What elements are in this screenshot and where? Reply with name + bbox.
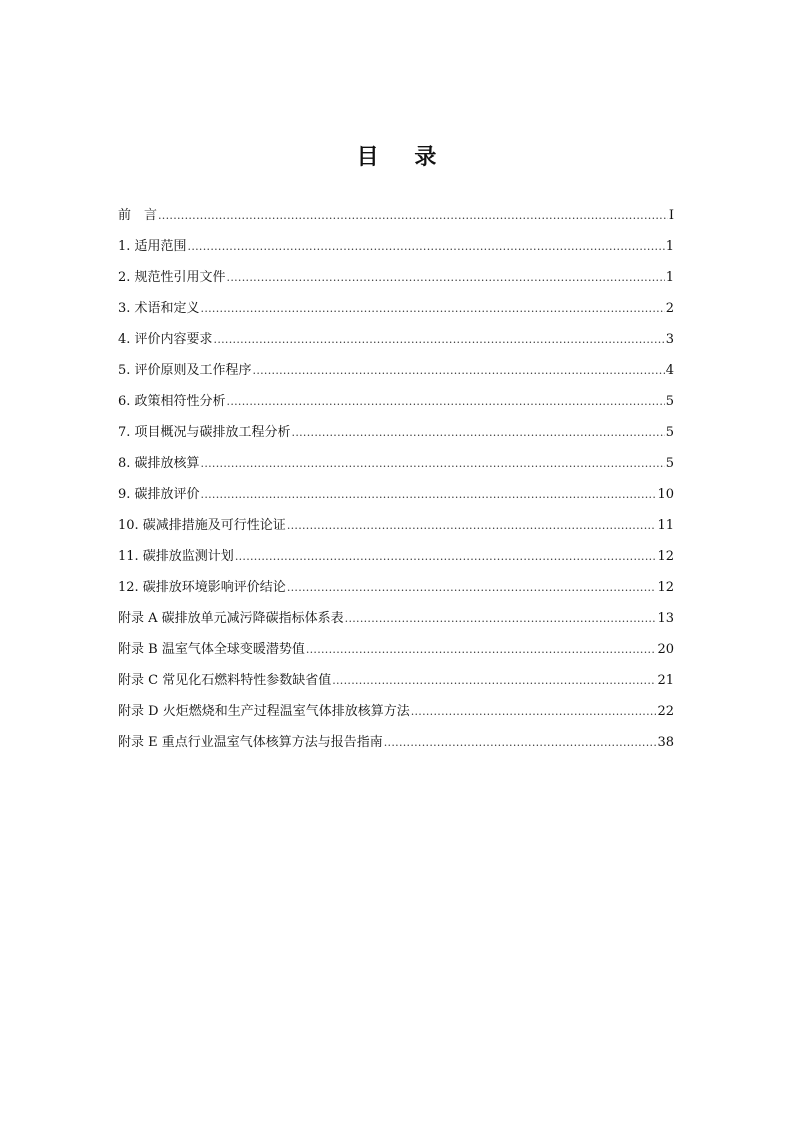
toc-entry-page: 20 <box>657 642 674 657</box>
toc-leader-dots <box>201 454 665 474</box>
toc-leader-dots <box>292 423 665 443</box>
toc-entry-foreword[interactable] <box>118 206 674 237</box>
toc-entry-page: 1 <box>665 270 674 285</box>
toc-entry-appendix-a[interactable] <box>118 609 674 640</box>
toc-leader-dots <box>201 299 665 319</box>
toc-entry-label: 2. 规范性引用文件 <box>118 270 226 285</box>
toc-entry-9[interactable] <box>118 485 674 516</box>
toc-entry-4[interactable] <box>118 330 674 361</box>
toc-entry-page: 5 <box>665 425 674 440</box>
toc-entry-12[interactable] <box>118 578 674 609</box>
toc-leader-dots <box>332 671 656 691</box>
toc-entry-5[interactable] <box>118 361 674 392</box>
toc-entry-label: 9. 碳排放评价 <box>118 487 200 502</box>
toc-leader-dots <box>227 392 665 412</box>
toc-entry-10[interactable] <box>118 516 674 547</box>
toc-entry-page: 12 <box>657 580 674 595</box>
toc-entry-6[interactable] <box>118 392 674 423</box>
toc-leader-dots <box>253 361 665 381</box>
toc-entry-page: 12 <box>657 549 674 564</box>
toc-entry-label: 附录 D 火炬燃烧和生产过程温室气体排放核算方法 <box>118 704 410 719</box>
toc-leader-dots <box>345 609 657 629</box>
toc-entry-page: 13 <box>657 611 674 626</box>
toc-leader-dots <box>188 237 665 257</box>
toc-entry-page: 2 <box>665 301 674 316</box>
toc-entry-label: 附录 E 重点行业温室气体核算方法与报告指南 <box>118 735 383 750</box>
toc-entry-label: 6. 政策相符性分析 <box>118 394 226 409</box>
toc-entry-1[interactable] <box>118 237 674 268</box>
toc-leader-dots <box>235 547 657 567</box>
toc-leader-dots <box>214 330 665 350</box>
toc-entry-page: 10 <box>657 487 674 502</box>
toc-entry-7[interactable] <box>118 423 674 454</box>
toc-entry-label: 7. 项目概况与碳排放工程分析 <box>118 425 291 440</box>
toc-entry-page: 5 <box>665 394 674 409</box>
toc-leader-dots <box>287 516 657 536</box>
toc-entry-appendix-c[interactable] <box>118 671 674 702</box>
toc-entry-page: 22 <box>657 704 674 719</box>
toc-entry-page: 3 <box>665 332 674 347</box>
toc-entry-page: 38 <box>657 735 674 750</box>
toc-leader-dots <box>158 206 668 226</box>
toc-entry-label: 8. 碳排放核算 <box>118 456 200 471</box>
toc-leader-dots <box>411 702 657 722</box>
toc-leader-dots <box>384 733 657 753</box>
toc-leader-dots <box>306 640 657 660</box>
toc-entry-label: 5. 评价原则及工作程序 <box>118 363 252 378</box>
toc-entry-appendix-b[interactable] <box>118 640 674 671</box>
toc-entry-page: I <box>668 208 674 223</box>
toc-entry-label: 11. 碳排放监测计划 <box>118 549 234 564</box>
toc-leader-dots <box>227 268 665 288</box>
toc-entry-label: 4. 评价内容要求 <box>118 332 213 347</box>
table-of-contents <box>118 206 674 764</box>
toc-entry-3[interactable] <box>118 299 674 330</box>
toc-entry-label: 前 言 <box>118 208 158 223</box>
toc-leader-dots <box>201 485 657 505</box>
toc-entry-page: 21 <box>657 673 674 688</box>
toc-entry-8[interactable] <box>118 454 674 485</box>
toc-entry-label: 1. 适用范围 <box>118 239 187 254</box>
toc-entry-2[interactable] <box>118 268 674 299</box>
toc-leader-dots <box>287 578 657 598</box>
toc-entry-page: 11 <box>657 518 674 533</box>
page-title: 目 录 <box>356 145 451 170</box>
toc-entry-page: 4 <box>665 363 674 378</box>
toc-entry-label: 3. 术语和定义 <box>118 301 200 316</box>
toc-entry-page: 1 <box>665 239 674 254</box>
toc-entry-appendix-e[interactable] <box>118 733 674 764</box>
toc-entry-page: 5 <box>665 456 674 471</box>
toc-entry-11[interactable] <box>118 547 674 578</box>
toc-entry-label: 附录 C 常见化石燃料特性参数缺省值 <box>118 673 332 688</box>
toc-entry-label: 12. 碳排放环境影响评价结论 <box>118 580 286 595</box>
toc-entry-label: 附录 B 温室气体全球变暖潜势值 <box>118 642 305 657</box>
toc-entry-label: 附录 A 碳排放单元减污降碳指标体系表 <box>118 611 344 626</box>
toc-entry-label: 10. 碳减排措施及可行性论证 <box>118 518 286 533</box>
toc-entry-appendix-d[interactable] <box>118 702 674 733</box>
